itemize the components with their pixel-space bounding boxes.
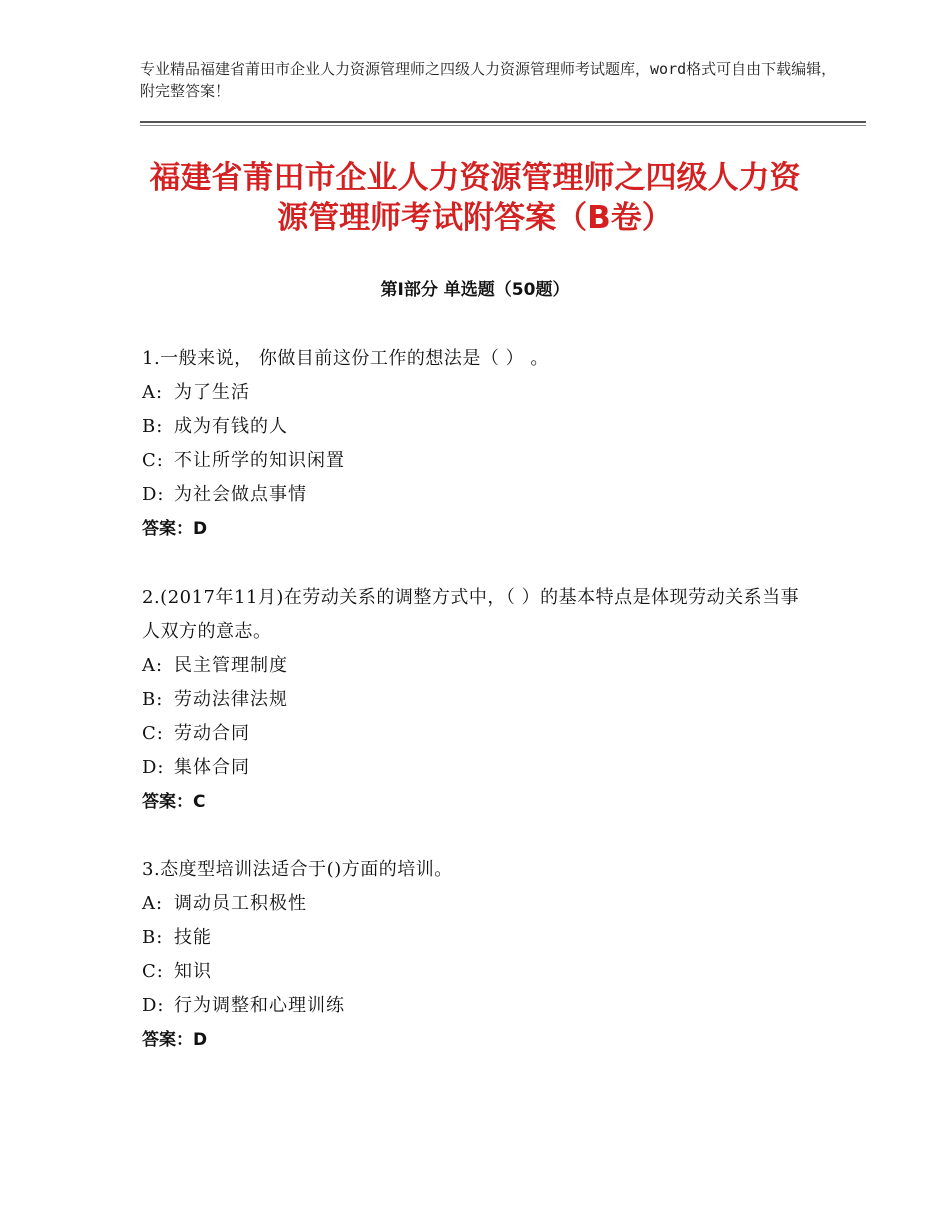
question-stem: 3.态度型培训法适合于()方面的培训。 <box>142 859 453 880</box>
option-key: D: <box>142 757 165 778</box>
option-text: 集体合同 <box>174 757 250 778</box>
header-divider-thick <box>140 121 866 123</box>
option-key: C: <box>142 450 164 471</box>
option-c <box>142 717 812 751</box>
option-c <box>142 955 812 989</box>
question-2 <box>142 581 812 819</box>
answer-label: 答案： <box>142 519 193 539</box>
option-key: A: <box>142 893 164 914</box>
answer-line <box>142 1023 812 1057</box>
option-text: 技能 <box>174 927 212 948</box>
answer-line <box>142 512 812 546</box>
option-text: 成为有钱的人 <box>174 416 288 437</box>
answer-line <box>142 785 812 819</box>
option-a <box>142 376 812 410</box>
option-text: 为了生活 <box>174 382 250 403</box>
option-text: 不让所学的知识闲置 <box>174 450 345 471</box>
option-text: 行为调整和心理训练 <box>174 995 345 1016</box>
header-note: 专业精品福建省莆田市企业人力资源管理师之四级人力资源管理师考试题库，word格式可自由下载编辑，附完整答案！ <box>140 60 837 100</box>
answer-value: D <box>193 1030 208 1050</box>
option-c <box>142 444 812 478</box>
question-1 <box>142 342 812 546</box>
option-b <box>142 921 812 955</box>
option-text: 为社会做点事情 <box>174 484 307 505</box>
option-text: 劳动法律法规 <box>174 689 288 710</box>
question-3 <box>142 853 812 1057</box>
option-key: C: <box>142 723 164 744</box>
answer-label: 答案： <box>142 1030 193 1050</box>
option-a <box>142 887 812 921</box>
question-stem: 1.一般来说， 你做目前这份工作的想法是（ ） 。 <box>142 348 549 369</box>
option-a <box>142 649 812 683</box>
header-divider-thin <box>140 125 866 126</box>
option-b <box>142 683 812 717</box>
option-d <box>142 478 812 512</box>
option-text: 知识 <box>174 961 212 982</box>
answer-value: C <box>193 792 206 812</box>
option-key: C: <box>142 961 164 982</box>
option-key: B: <box>142 689 164 710</box>
option-text: 劳动合同 <box>174 723 250 744</box>
option-d <box>142 751 812 785</box>
option-text: 民主管理制度 <box>174 655 288 676</box>
answer-value: D <box>193 519 208 539</box>
option-key: B: <box>142 927 164 948</box>
option-key: A: <box>142 382 164 403</box>
answer-label: 答案： <box>142 792 193 812</box>
option-key: D: <box>142 484 165 505</box>
question-stem: 2.(2017年11月)在劳动关系的调整方式中，（ ）的基本特点是体现劳动关系当事人双方的意志。 <box>142 587 800 642</box>
option-key: B: <box>142 416 164 437</box>
option-key: D: <box>142 995 165 1016</box>
option-b <box>142 410 812 444</box>
option-d <box>142 989 812 1023</box>
option-text: 调动员工积极性 <box>174 893 307 914</box>
document-title: 福建省莆田市企业人力资源管理师之四级人力资源管理师考试附答案（B卷） <box>149 160 801 236</box>
option-key: A: <box>142 655 164 676</box>
section-title: 第Ⅰ部分 单选题（50题） <box>380 280 570 300</box>
